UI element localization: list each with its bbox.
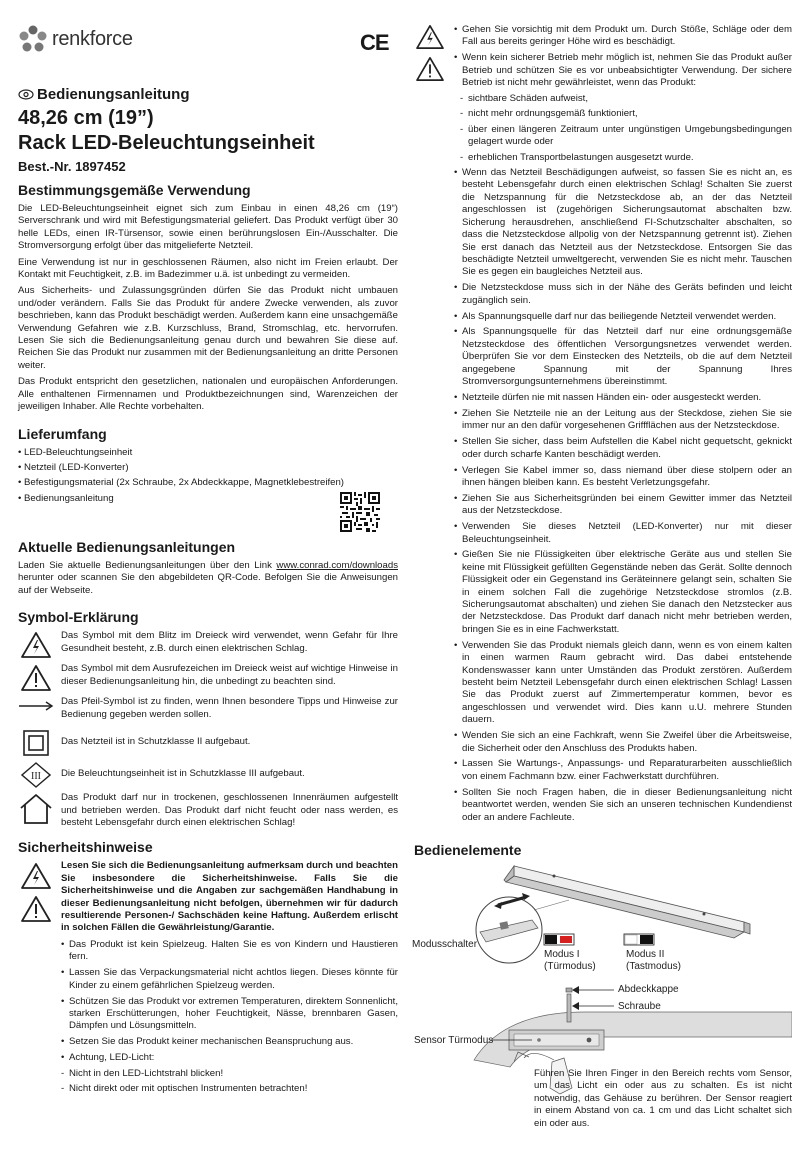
symbol-text: Das Netzteil ist in Schutzklasse II aufgebaut. xyxy=(61,736,251,748)
condition-item: - über einen längeren Zeitraum unter ungünstigen Umgebungsbedingungen gelagert wurde oder xyxy=(460,124,792,149)
exclamation-triangle-icon xyxy=(20,895,52,923)
delivery-heading: Lieferumfang xyxy=(18,425,107,442)
arrow-icon xyxy=(18,701,54,711)
safety-continued xyxy=(414,24,792,827)
title-block xyxy=(18,86,398,174)
symbol-row xyxy=(18,728,398,756)
safety-item: • Wenden Sie sich an eine Fachkraft, wenn Sie Zweifel über die Arbeitsweise, die Sicherheit oder den Anschluss des Produkts haben. xyxy=(454,730,792,755)
safety-item: • Als Spannungsquelle für das Netzteil darf nur eine ordnungsgemäße Netzsteckdose des öffentlichen Versorgungsnetzes verwendet werden. Überprüfen Sie vor dem Einstecken des Netzteils, ob die auf dem Netzteil angegebene Spannung mit der Spannung Ihres Stromversorgungsunternehmens übereinstimmt. xyxy=(454,326,792,388)
mode-2-label xyxy=(626,949,681,973)
brand-logo xyxy=(18,24,133,54)
mode-1-label-line1: Modus I xyxy=(544,949,580,960)
indoor-house-icon xyxy=(19,793,53,825)
manuals-text-before: Laden Sie aktuelle Bedienungsanleitungen über den Link xyxy=(18,560,277,571)
page-title-line1: 48,26 cm (19”) xyxy=(18,107,154,129)
cap-label: Abdeckkappe xyxy=(618,984,679,995)
safety-item: • Wenn kein sicherer Betrieb mehr möglich ist, nehmen Sie das Produkt außer Betrieb und schützen Sie es vor unbeabsichtigter Verwendung. Der sichere Betrieb ist nicht mehr gewährleistet, wenn das Produkt: xyxy=(454,52,792,89)
brand-name: renkforce xyxy=(52,27,133,50)
safety-item: • Schützen Sie das Produkt vor extremen Temperaturen, direktem Sonnenlicht, starken Erschütterungen, hoher Feuchtigkeit, Nässe, brennbaren Gasen, Dämpfen und Lösungsmitteln. xyxy=(61,996,398,1033)
safety-intro: Lesen Sie sich die Bedienungsanleitung aufmerksam durch und beachten Sie insbesondere die Sicherheitshinweise. Falls Sie die Sicherheitshinweise und die Angaben zur sachgemäßen Handhabung in dieser Bedienungsanleitung nicht befolgen, übernehmen wir für dadurch resultierende Personen-/ Sachschäden keine Haftung. Außerdem erlischt in solchen Fällen die Gewährleistung/Garantie. xyxy=(61,860,398,934)
intended-use-paragraph: Das Produkt entspricht den gesetzlichen, nationalen und europäischen Anforderungen. Alle enthaltenen Firmennamen und Produktbezeichnungen sind, Warenzeichen der jeweiligen Inhaber. Alle Rechte vorbehalten. xyxy=(18,376,398,413)
mode-1-label xyxy=(544,949,596,973)
symbol-text: Das Symbol mit dem Blitz im Dreieck wird verwendet, wenn Gefahr für Ihre Gesundheit besteht, z.B. durch einen elektrischen Schlag. xyxy=(61,630,398,654)
ce-mark: CE xyxy=(360,30,389,55)
renkforce-logo-icon xyxy=(18,24,48,54)
safety-block xyxy=(18,860,398,1098)
qr-code-icon[interactable] xyxy=(340,492,380,532)
symbol-text: Die Beleuchtungseinheit ist in Schutzklasse III aufgebaut. xyxy=(61,768,305,780)
controls-footnote: Führen Sie Ihren Finger in den Bereich rechts vom Sensor, um das Licht ein oder aus zu schalten. Es ist nicht notwendig, das Gehäuse zu berühren. Der Sensor reagiert in einem Abstand von ca. 1 cm und das Licht schaltet sich ein oder aus. xyxy=(534,1068,792,1129)
condition-item: - sichtbare Schäden aufweist, xyxy=(460,93,792,105)
safety-item: • Ziehen Sie Netzteile nie an der Leitung aus der Steckdose, ziehen Sie sie immer nur an den dafür vorgesehenen Griffflächen aus der Netzsteckdose. xyxy=(454,408,792,433)
symbols-heading: Symbol-Erklärung xyxy=(18,609,139,626)
safety-item: • Verwenden Sie das Produkt niemals gleich dann, wenn es von einem kalten in einen warmen Raum gebracht wird. Das dabei entstehende Kondenswasser kann unter Umständen das Produkt zerstören. Außerdem besteht beim Netzteil Lebensgefahr durch einen elektrischen Schlag! Lassen Sie das Produkt zuerst auf Zimmertemperatur kommen, bevor es angeschlossen und verwendet wird. Dies kann u.U. mehrere Stunden dauern. xyxy=(454,640,792,727)
led-warning-item: - Nicht in den LED-Lichtstrahl blicken! xyxy=(61,1068,398,1080)
manuals-text xyxy=(18,560,398,597)
exclamation-triangle-icon xyxy=(20,664,52,692)
lightning-triangle-icon xyxy=(20,631,52,659)
safety-item: • Als Spannungsquelle darf nur das beiliegende Netzteil verwendet werden. xyxy=(454,311,792,323)
doc-type: Bedienungsanleitung xyxy=(37,86,190,103)
screw-label: Schraube xyxy=(618,1001,661,1012)
manuals-heading: Aktuelle Bedienungsanleitungen xyxy=(18,539,236,555)
condition-item: - erheblichen Transportbelastungen ausgesetzt wurde. xyxy=(460,152,792,164)
protection-class-3-icon xyxy=(21,762,51,788)
mode-1-label-line2: (Türmodus) xyxy=(544,961,596,972)
class-3-label: III xyxy=(31,770,41,782)
mode-2-label-line1: Modus II xyxy=(626,949,665,960)
symbol-row xyxy=(18,760,398,788)
manuals-section xyxy=(18,533,398,1099)
manuals-text-after: herunter oder scannen Sie den abgebildeten QR-Code. Befolgen Sie die Anweisungen auf der Webseite. xyxy=(18,572,398,596)
intended-use-section xyxy=(18,182,398,508)
safety-heading: Sicherheitshinweise xyxy=(18,839,153,856)
intended-use-paragraph: Aus Sicherheits- und Zulassungsgründen dürfen Sie das Produkt nicht umbauen und/oder verändern. Falls Sie das Produkt für andere Zwecke verwenden, als zuvor beschrieben, kann das Produkt beschädigt werden. Außerdem kann eine unsachgemäße Verwendung Gefahren wie z.B. Kurzschluss, Brand, Stromschlag, etc. hervorrufen. Lesen Sie sich die Bedienungsanleitung genau durch und bewahren Sie diese auf. Reichen Sie das Produkt nur zusammen mit der Bedienungsanleitung an dritte Personen weiter. xyxy=(18,285,398,371)
mode-switch-label: Modusschalter xyxy=(412,939,478,950)
intended-use-paragraph: Die LED-Beleuchtungseinheit eignet sich zum Einbau in einen 48,26 cm (19“) Serverschrank und wird mit Befestigungsmaterial geliefert. Das Produkt verfügt über 30 helle LEDs, einen IR-Türsensor, sowie einen berührungslosen Ein-/Ausschalter. Die Stromversorgung erfolgt über das mitgelieferte Netzteil. xyxy=(18,203,398,252)
protection-class-2-icon xyxy=(23,730,49,756)
safety-item: • Wenn das Netzteil Beschädigungen aufweist, so fassen Sie es nicht an, es besteht Lebensgefahr durch einen elektrischen Schlag! Schalten Sie zuerst die Netzspannung für die Netzsteckdose ab, an der das Netzteil angeschlossen ist (zugehörigen Sicherungsautomat abschalten bzw. Sicherung herausdrehen, anschließend FI-Schutzschalter abschalten, so dass die Netzsteckdose allpolig von der Netzspannung getrennt ist). Ziehen Sie erst danach das Netzteil aus der Netzsteckdose. Entsorgen Sie das beschädigte Netzteil umweltgerecht, verwenden Sie es nicht mehr. Tauschen Sie es gegen ein baugleiches Netzteil aus. xyxy=(454,167,792,279)
safety-list-right-2 xyxy=(454,167,792,824)
delivery-item: • Befestigungsmaterial (2x Schraube, 2x Abdeckkappe, Magnetklebestreifen) xyxy=(18,477,398,489)
controls-heading: Bedienelemente xyxy=(414,842,522,858)
delivery-item: • LED-Beleuchtungseinheit xyxy=(18,447,398,459)
safety-item: • Verwenden Sie dieses Netzteil (LED-Konverter) nur mit dieser Beleuchtungseinheit. xyxy=(454,521,792,546)
symbol-row xyxy=(18,630,398,659)
symbol-text: Das Produkt darf nur in trockenen, geschlossenen Innenräumen aufgestellt und betrieben werden. Das Produkt darf nicht feucht oder nass werden, es besteht Lebensgefahr durch einen elektrischen Schlag! xyxy=(61,792,398,829)
delivery-item: • Netzteil (LED-Konverter) xyxy=(18,462,398,474)
symbol-text: Das Pfeil-Symbol ist zu finden, wenn Ihnen besondere Tipps und Hinweise zur Bedienung gegeben werden sollen. xyxy=(61,696,398,720)
led-warning-list xyxy=(61,1068,398,1096)
mode-2-label-line2: (Tastmodus) xyxy=(626,961,682,972)
sensor-label: Sensor Türmodus xyxy=(414,1035,494,1046)
mode-switch-2-icon xyxy=(624,934,654,945)
symbol-row xyxy=(18,792,398,829)
safety-item: • Ziehen Sie aus Sicherheitsgründen bei einem Gewitter immer das Netzteil aus der Netzsteckdose. xyxy=(454,493,792,518)
page-title-line2: Rack LED-Beleuchtungseinheit xyxy=(18,132,315,154)
symbol-row xyxy=(18,696,398,724)
safety-item: • Lassen Sie das Verpackungsmaterial nicht achtlos liegen. Dieses könnte für Kinder zu einem gefährlichen Spielzeug werden. xyxy=(61,967,398,992)
safety-item: • Achtung, LED-Licht: xyxy=(61,1052,398,1064)
safety-list-right xyxy=(454,24,792,90)
safety-item: • Setzen Sie das Produkt keiner mechanischen Beanspruchung aus. xyxy=(61,1036,398,1048)
condition-item: - nicht mehr ordnungsgemäß funktioniert, xyxy=(460,108,792,120)
downloads-link[interactable]: www.conrad.com/downloads xyxy=(276,560,398,571)
conditions-list xyxy=(460,93,792,164)
intended-use-paragraph: Eine Verwendung ist nur in geschlossenen Räumen, also nicht im Freien erlaubt. Der Kontakt mit Feuchtigkeit, z.B. im Badezimmer u.ä. ist unbedingt zu vermeiden. xyxy=(18,256,398,281)
mode-switch-1-icon xyxy=(544,934,574,945)
symbol-row xyxy=(18,663,398,692)
lightning-triangle-icon xyxy=(415,24,445,50)
led-warning-item: - Nicht direkt oder mit optischen Instrumenten betrachten! xyxy=(61,1083,398,1095)
safety-item: • Das Produkt ist kein Spielzeug. Halten Sie es von Kindern und Haustieren fern. xyxy=(61,939,398,964)
exclamation-triangle-icon xyxy=(415,56,445,82)
safety-item: • Die Netzsteckdose muss sich in der Nähe des Geräts befinden und leicht zugänglich sein. xyxy=(454,282,792,307)
safety-item: • Lassen Sie Wartungs-, Anpassungs- und Reparaturarbeiten ausschließlich von einem Fachmann bzw. einer Fachwerkstatt durchführen. xyxy=(454,758,792,783)
order-number: Best.-Nr. 1897452 xyxy=(18,159,126,174)
safety-item: • Sollten Sie noch Fragen haben, die in dieser Bedienungsanleitung nicht beantwortet werden, wenden Sie sich an unseren technischen Kundendienst oder an andere Fachleute. xyxy=(454,787,792,824)
safety-item: • Stellen Sie sicher, dass beim Aufstellen die Kabel nicht gequetscht, geknickt oder durch scharfe Kanten beschädigt werden. xyxy=(454,436,792,461)
safety-item: • Verlegen Sie Kabel immer so, dass niemand über diese stolpern oder an ihnen hängen bleiben kann. Es besteht Verletzungsgefahr. xyxy=(454,465,792,490)
intended-use-heading: Bestimmungsgemäße Verwendung xyxy=(18,182,251,198)
safety-item: • Gießen Sie nie Flüssigkeiten über elektrische Geräte aus und stellen Sie keine mit Flüssigkeit gefüllten Gegenstände neben das Gerät. Sollte dennoch Flüssigkeit oder ein Gegenstand ins Geräteinnere gelangt sein, schalten Sie in einem solchen Fall die zugehörige Netzsteckdose stromlos (z.B. Sicherungsautomat abschalten) und ziehen Sie danach den Netzstecker aus der Netzsteckdose. Das Produkt darf danach nicht mehr betrieben werden, bringen Sie es in eine Fachwerkstatt. xyxy=(454,549,792,636)
safety-list xyxy=(61,939,398,1065)
lightning-triangle-icon xyxy=(20,862,52,890)
safety-item: • Gehen Sie vorsichtig mit dem Produkt um. Durch Stöße, Schläge oder dem Fall aus bereits geringer Höhe wird es beschädigt. xyxy=(454,24,792,49)
safety-item: • Netzteile dürfen nie mit nassen Händen ein- oder ausgesteckt werden. xyxy=(454,392,792,404)
symbol-text: Das Symbol mit dem Ausrufezeichen im Dreieck weist auf wichtige Hinweise in dieser Bedienungsanleitung hin, die unbedingt zu beachten sind. xyxy=(61,663,398,687)
eye-icon xyxy=(18,89,34,100)
delivery-item: • Bedienungsanleitung xyxy=(18,493,398,505)
